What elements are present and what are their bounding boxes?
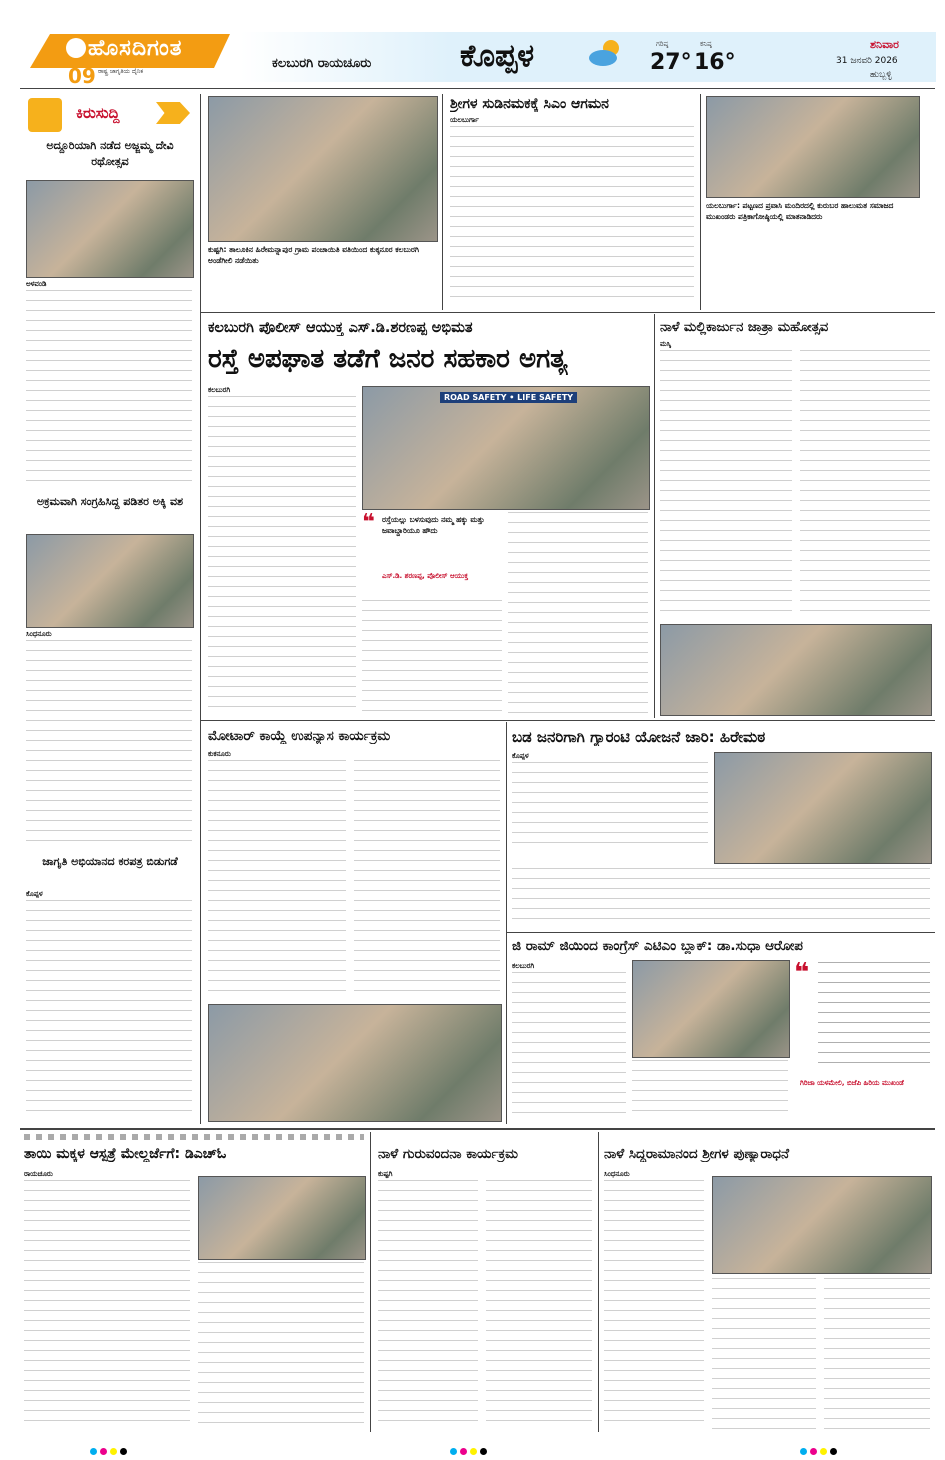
atm-quote-author: ಗಿರಿಜಾ ಯಳಮೇಲಿ, ಬಿಜೆಪಿ ಹಿರಿಯ ಮುಖಂಡೆ [800, 1079, 904, 1087]
cm-title: ಶ್ರೀಗಳ ಸುಡಿನಮಕಕ್ಕೆ ಸಿಎಂ ಆಗಮನ [450, 96, 609, 112]
top-right-caption: ಯಲಬುರ್ಗಾ: ಪಟ್ಟಣದ ಪ್ರವಾಸಿ ಮಂದಿರದಲ್ಲಿ ಕುರುಬರ ಹಾಲುಮತ ಸಮಾಜದ ಮುಖಂಡರು ಪತ್ರಿಕಾಗೋಷ್ಠಿಯಲ್ಲಿ ಮಾತನಾಡಿದರು [706, 201, 894, 221]
max-label: ಗರಿಷ್ಠ [656, 40, 669, 48]
siddha-title: ನಾಳೆ ಸಿದ್ಧರಾಮಾನಂದ ಶ್ರೀಗಳ ಪುಣ್ಯಾರಾಧನೆ [604, 1146, 790, 1162]
registration-marks-center [450, 1440, 490, 1459]
motor-text-col2 [354, 760, 500, 1000]
col-divider-3 [700, 94, 701, 310]
top-left-photo [208, 96, 438, 242]
kirusuddi-header [24, 94, 194, 134]
atm-quote-icon: ❝ [794, 958, 810, 988]
lead-quote-box [362, 512, 502, 596]
bottom-row-rule [20, 1128, 935, 1130]
page-number: 09 [68, 64, 96, 88]
story1-photo [26, 180, 194, 278]
lead-text-col1 [208, 396, 356, 716]
cm-dateline: ಯಲಬುರ್ಗಾ [450, 116, 479, 124]
siddha-photo [712, 1176, 932, 1274]
lead-photo [362, 386, 650, 510]
lead-text-col3 [508, 512, 648, 716]
hospital-dateline: ರಾಯಚೂರು [24, 1170, 53, 1178]
min-temp: 16° [694, 50, 736, 75]
lead-quote-author: ಎಸ್.ಡಿ. ಶರಣಪ್ಪ, ಪೊಲೀಸ್ ಆಯುಕ್ತ [382, 572, 469, 580]
story3-text [26, 900, 192, 1120]
hospital-text-col2 [198, 1262, 364, 1430]
hospital-title: ತಾಯಿ ಮಕ್ಕಳ ಆಸ್ಪತ್ರೆ ಮೇಲ್ದರ್ಜೆಗೆ: ಡಿಎಚ್ಓ [24, 1146, 227, 1162]
guru-title: ನಾಳೆ ಗುರುವಂದನಾ ಕಾರ್ಯಕ್ರಮ [378, 1146, 518, 1162]
story2-photo [26, 534, 194, 628]
guarantee-dateline: ಕೊಪ್ಪಳ [512, 752, 529, 760]
max-temp: 27° [650, 50, 692, 75]
story1-dateline: ಅಳವಂಡಿ [26, 280, 47, 288]
col-divider-7 [598, 1132, 599, 1432]
weather-cloud-icon [585, 38, 625, 68]
logo-tagline: ರಾಷ್ಟ್ರ ಜಾಗೃತಿಯ ದೈನಿಕ [98, 68, 144, 75]
siddha-text-col3 [824, 1278, 930, 1430]
hospital-topbar [24, 1134, 364, 1140]
story3-dateline: ಕೊಪ್ಪಳ [26, 890, 43, 898]
motor-photo [208, 1004, 502, 1122]
lead-text-col2 [362, 600, 502, 716]
atm-title: ಜಿ ರಾಮ್ ಜಿಯಿಂದ ಕಾಂಗ್ರೆಸ್ ಎಟಿಎಂ ಬ್ಲಾಕ್: ಡಾ.ಸುಧಾ ಆರೋಪ [512, 938, 803, 954]
atm-quote-box [794, 960, 930, 1120]
logo-emblem-icon [66, 38, 86, 58]
mallikarjuna-text-col2 [800, 350, 930, 620]
col-divider-1 [200, 94, 201, 1124]
quote-icon: ❝ [362, 510, 375, 535]
lead-kicker: ಕಲಬುರಗಿ ಪೊಲೀಸ್ ಆಯುಕ್ತ ಎಸ್.ಡಿ.ಶರಣಪ್ಪ ಅಭಿಮತ [208, 320, 473, 336]
header-date: 31 ಜನವರಿ 2026 [836, 56, 898, 66]
col-divider-6 [370, 1132, 371, 1432]
guarantee-rule [506, 932, 935, 933]
atm-text-col2 [632, 1060, 788, 1120]
story1-text [26, 290, 192, 490]
atm-photo [632, 960, 790, 1058]
header-city: ಹುಬ್ಬಳ್ಳಿ [870, 70, 892, 80]
kirusuddi-hand-icon [28, 98, 62, 132]
kirusuddi-column [24, 94, 194, 1124]
siddha-text-col1 [604, 1180, 704, 1430]
story1-title: ಅದ್ದೂರಿಯಾಗಿ ನಡೆದ ಅಜ್ಜಮ್ಮ ದೇವಿ ರಥೋತ್ಸವ [46, 139, 174, 168]
lead-quote: ರಸ್ತೆಯಲ್ಲು ಬಳಸುವುದು ನಮ್ಮ ಹಕ್ಕು ಮತ್ತು ಜವಾಬ್ದಾರಿಯೂ ಹೌದು [382, 515, 485, 535]
mallikarjuna-dateline: ಮಸ್ಕಿ [660, 340, 672, 348]
story3-title: ಜಾಗೃತಿ ಅಭಿಯಾನದ ಕರಪತ್ರ ಬಿಡುಗಡೆ [42, 855, 178, 868]
story2-dateline: ಸಿಂಧನೂರು [26, 630, 52, 638]
registration-marks-left [90, 1440, 130, 1459]
header-district: ಕೊಪ್ಪಳ [460, 38, 535, 74]
guarantee-title: ಬಡ ಜನರಿಗಾಗಿ ಗ್ಯಾರಂಟಿ ಯೋಜನೆ ಜಾರಿ: ಹಿರೇಮಠ [512, 728, 766, 746]
col-divider-4 [654, 314, 655, 718]
motor-title: ಮೋಟಾರ್ ಕಾಯ್ದೆ ಉಪನ್ಯಾಸ ಕಾರ್ಯಕ್ರಮ [208, 728, 391, 744]
guru-dateline: ಕುಷ್ಟಗಿ [378, 1170, 393, 1178]
registration-marks-right [800, 1440, 840, 1459]
guru-text-col2 [486, 1180, 592, 1430]
lead-banner: ROAD SAFETY • LIFE SAFETY [440, 392, 577, 403]
mallikarjuna-text-col1 [660, 350, 792, 620]
masthead-rule [20, 88, 935, 89]
kirusuddi-label: ಕಿರುಸುದ್ದಿ [76, 104, 120, 122]
hospital-text-col1 [24, 1180, 190, 1430]
cm-text [450, 126, 694, 306]
mid-row-rule [200, 720, 935, 721]
guarantee-text-col1 [512, 762, 708, 846]
header-regions: ಕಲಬುರಗಿ ರಾಯಚೂರು [272, 56, 372, 71]
siddha-dateline: ಸಿಂಧನೂರು [604, 1170, 630, 1178]
guarantee-photo [714, 752, 932, 864]
min-label: ಕನಿಷ್ಠ [700, 40, 712, 48]
siddha-text-col2 [712, 1278, 816, 1430]
story2-text [26, 640, 192, 850]
col-divider-2 [442, 94, 443, 310]
hospital-photo [198, 1176, 366, 1260]
atm-text-col1 [512, 972, 626, 1120]
guarantee-text-col2 [512, 868, 930, 926]
kirusuddi-arrow [156, 102, 190, 124]
top-right-photo [706, 96, 920, 198]
lead-dateline: ಕಲಬುರಗಿ [208, 386, 231, 394]
guru-text-col1 [378, 1180, 478, 1430]
lead-headline: ರಸ್ತೆ ಅಪಘಾತ ತಡೆಗೆ ಜನರ ಸಹಕಾರ ಅಗತ್ಯ [208, 344, 568, 374]
col-divider-5 [506, 722, 507, 1124]
logo-box [30, 30, 230, 88]
header-day: ಶನಿವಾರ [870, 38, 899, 51]
top-left-caption: ಕುಷ್ಟಗಿ: ತಾಲೂಕಿನ ಹಿರೇಮನ್ನಾಪುರ ಗ್ರಾಮ ಪಂಚಾಯಿತಿ ವತಿಯಿಂದ ಕುಕ್ಕನೂರ ಕಲಬುರಗಿ ಅಂಡೆಗೀಲಿ ನಡೆಯಿತು [208, 245, 419, 265]
mallikarjuna-photo [660, 624, 932, 716]
top-row-rule [200, 312, 935, 313]
mallikarjuna-title: ನಾಳೆ ಮಲ್ಲಿಕಾರ್ಜುನ ಜಾತ್ರಾ ಮಹೋತ್ಸವ [660, 320, 829, 335]
masthead [0, 0, 945, 86]
logo-text: ಹೊಸದಿಗಂತ [88, 36, 183, 61]
motor-text-col1 [208, 760, 346, 1000]
motor-dateline: ಕುಕನೂರು [208, 750, 231, 758]
atm-quote-text [818, 962, 930, 1072]
story2-title: ಅಕ್ರಮವಾಗಿ ಸಂಗ್ರಹಿಸಿದ್ದ ಪಡಿತರ ಅಕ್ಕಿ ವಶ [36, 495, 184, 508]
atm-dateline: ಕಲಬುರಗಿ [512, 962, 535, 970]
